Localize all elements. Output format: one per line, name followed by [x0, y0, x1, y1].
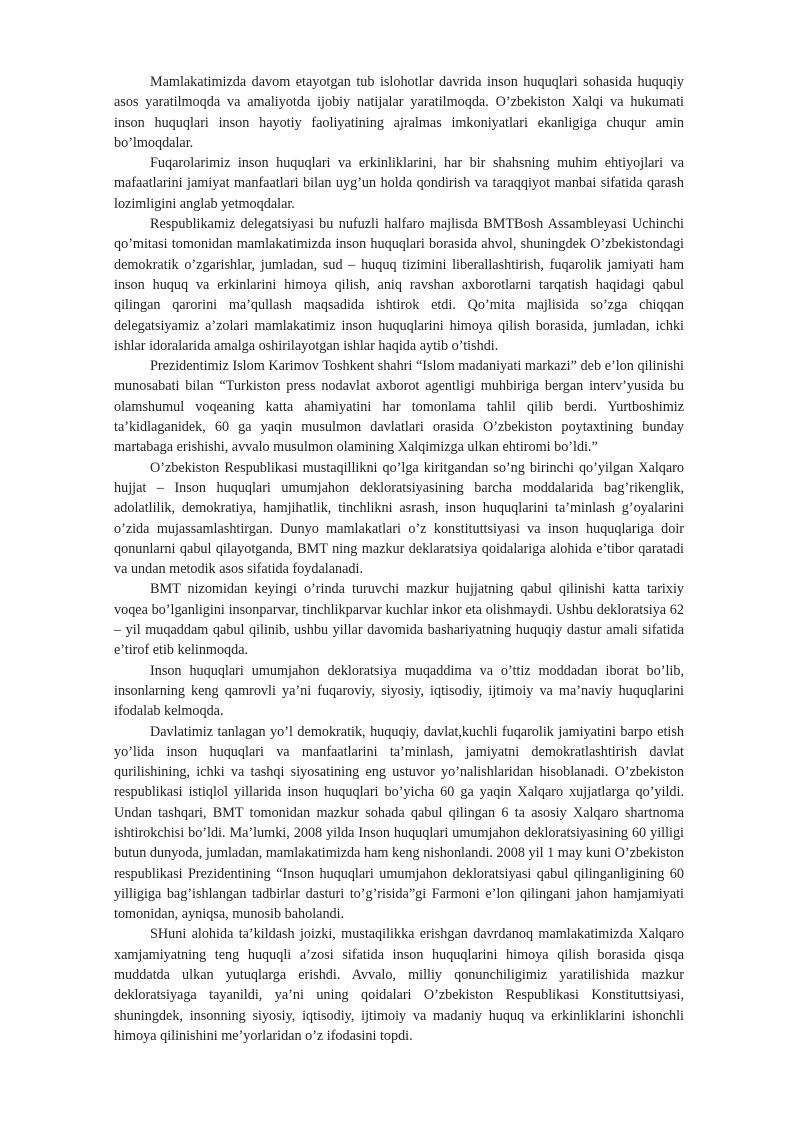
paragraph-9: SHuni alohida ta’kildash joizki, mustaqilikka erishgan davrdanoq mamlakatimizda Xalqaro xamjamiyatning teng huquqli a’zosi sifatida inson huquqlarini himoya qilish borasida qisqa muddatda ulkan yutuqlarga erishdi. Avvalo, milliy qonunchiligimiz yaratilishida mazkur dekloratsiyaga tayanildi, ya’ni uning qoidalari O’zbekiston Respublikasi Konstituttsiyasi, shuningdek, insonning siyosiy, iqtisodiy, ijtimoiy va madaniy huquq va erkinliklarini ishonchli himoya qilinishini me’yorlaridan o’z ifodasini topdi. — [114, 926, 684, 1044]
paragraph-7: Inson huquqlari umumjahon dekloratsiya muqaddima va o’ttiz moddadan iborat bo’lib, insonlarning keng qamrovli ya’ni fuqaroviy, siyosiy, iqtisodiy, ijtimoiy va ma’naviy huquqlarini ifodalab kelmoqda. — [114, 662, 684, 720]
paragraph-3: Respublikamiz delegatsiyasi bu nufuzli halfaro majlisda BMTBosh Assambleyasi Uchinchi qo’mitasi tomonidan mamlakatimizda inson huquqlari borasida ahvol, shuningdek O’zbekistondagi demokratik o’zgarishlar, jumladan, sud – huquq tizimini liberallashtirish, fuqarolik jamiyati ham inson huquq va erkinlarini himoya qilish, aniq ravshan axborotlarni tarqatish haqidagi qabul qilingan qarorini ma’qullash maqsadida ishtirok etdi. Qo’mita majlisida so’zga chiqqan delegatsiyamiz a’zolari mamlakatimiz inson huquqlarini himoya qilish borasida, jumladan, ichki ishlar idoralarida amalga oshirilayotgan ishlar haqida aytib o’tishdi. — [114, 216, 684, 354]
document-body — [114, 72, 684, 1046]
paragraph-5: O’zbekiston Respublikasi mustaqillikni qo’lga kiritgandan so’ng birinchi qo’yilgan Xalqaro hujjat – Inson huquqlari umumjahon dekloratsiyasining barcha moddalarida bag’rikenglik, adolatlilik, demokratiya, hamjihatlik, tinchlikni asrash, inson huquqlarini ta’minlash g’oyalarini o’zida mujassamlashtirgan. Dunyo mamlakatlari o’z konstituttsiyasi va inson huquqlariga doir qonunlarni qabul qilayotganda, BMT ning mazkur deklaratsiya qoidalariga alohida e’tibor qaratadi va undan metodik asos sifatida foydalanadi. — [114, 459, 684, 578]
paragraph-1: Mamlakatimizda davom etayotgan tub islohotlar davrida inson huquqlari sohasida huquqiy asos yaratilmoqda va amaliyotda ijobiy natijalar yaratilmoqda. O’zbekiston Xalqi va hukumati inson huquqlari inson hayotiy faoliyatining ajralmas imkoniyatlari ekanligiga chuqur amin bo’lmoqdalar. — [114, 74, 684, 151]
paragraph-2: Fuqarolarimiz inson huquqlari va erkinliklarini, har bir shahsning muhim ehtiyojlari va mafaatlarini jamiyat manfaatlari bilan uyg’un holda qondirish va taraqqiyot manbai sifatida qarash lozimligini anglab yetmoqdalar. — [114, 155, 684, 212]
paragraph-8: Davlatimiz tanlagan yo’l demokratik, huquqiy, davlat,kuchli fuqarolik jamiyatini barpo etish yo’lida inson huquqlari va manfaatlarini ta’minlash, jamiyatni demokratlashtirish davlat qurilishining, ichki va tashqi siyosatining eng ustuvor yo’nalishlaridan hisoblanadi. O’zbekiston respublikasi istiqlol yillarida inson huquqlari bo’yicha 60 ga yaqin Xalqaro xujjatlarga qo’yildi. Undan tashqari, BMT tomonidan mazkur sohada qabul qilingan 6 ta asosiy Xalqaro shartnoma ishtirokchisi bo’ldi. Ma’lumki, 2008 yilda Inson huquqlari umumjahon dekloratsiyasining 60 yilligi butun dunyoda, jumladan, mamlakatimizda ham keng nishonlandi. 2008 yil 1 may kuni O’zbekiston respublikasi Prezidentining “Inson huquqlari umumjahon dekloratsiyasi qabul qilinganligining 60 yilligiga bag’ishlangan tadbirlar dasturi to’g’risida”gi Farmoni e’lon qilingani jahon hamjamiyati tomonidan, ayniqsa, munosib baholandi. — [114, 723, 684, 923]
paragraph-4: Prezidentimiz Islom Karimov Toshkent shahri “Islom madaniyati markazi” deb e’lon qilinishi munosabati bilan “Turkiston press nodavlat axborot agentligi muhbiriga bergan interv’yusida bu olamshumul voqeaning katta ahamiyatini har tomonlama tahlil qilib berdi. Yurtboshimiz ta’kidlaganidek, 60 ga yaqin musulmon davlatlari orasida O’zbekiston poytaxtining bunday martabaga erishishi, avvalo musulmon olamining Xalqimizga ulkan ehtiromi bo’ldi.” — [114, 358, 684, 456]
paragraph-6: BMT nizomidan keyingi o’rinda turuvchi mazkur hujjatning qabul qilinishi katta tarixiy voqea bo’lganligini insonparvar, tinchlikparvar kuchlar inkor eta olishmaydi. Ushbu dekloratsiya 62 – yil muqaddam qabul qilinib, ushbu yillar davomida bashariyatning huquqiy dastur amali sifatida e’tirof etib kelinmoqda. — [114, 581, 684, 659]
